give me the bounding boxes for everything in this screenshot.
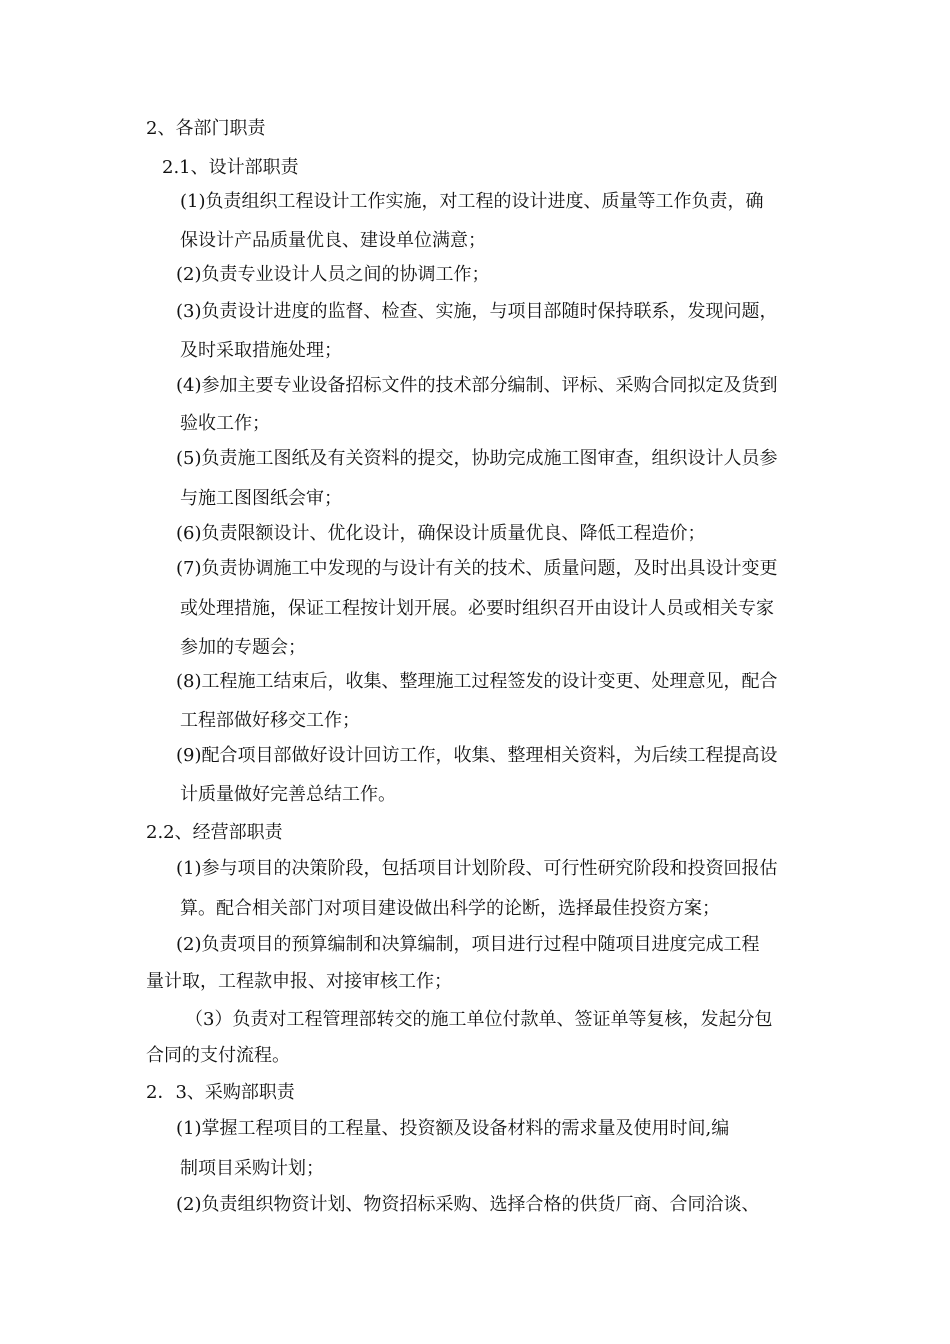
list-item-line: (2)负责组织物资计划、物资招标采购、选择合格的供货厂商、合同洽谈、 — [176, 1194, 760, 1215]
list-item-line: 工程部做好移交工作； — [180, 710, 360, 731]
section-heading: 2、各部门职责 — [146, 118, 266, 139]
list-item-line: (4)参加主要专业设备招标文件的技术部分编制、评标、采购合同拟定及货到 — [176, 375, 778, 396]
list-item-line: 及时采取措施处理； — [180, 340, 342, 361]
list-item-line: (2)负责项目的预算编制和决算编制，项目进行过程中随项目进度完成工程 — [176, 934, 760, 955]
list-item-line: (3)负责设计进度的监督、检查、实施，与项目部随时保持联系，发现问题， — [176, 301, 778, 322]
list-item-line: 制项目采购计划； — [180, 1158, 324, 1179]
list-item-line: (8)工程施工结束后，收集、整理施工过程签发的设计变更、处理意见，配合 — [176, 671, 778, 692]
list-item-line: 或处理措施，保证工程按计划开展。必要时组织召开由设计人员或相关专家 — [180, 598, 774, 619]
list-item-line: 验收工作； — [180, 413, 270, 434]
subsection-heading: 2.2、经营部职责 — [146, 822, 283, 843]
list-item-line: （3）负责对工程管理部转交的施工单位付款单、签证单等复核，发起分包 — [185, 1009, 773, 1030]
list-item-line: 与施工图图纸会审； — [180, 488, 342, 509]
list-item-line: (5)负责施工图纸及有关资料的提交，协助完成施工图审查，组织设计人员参 — [176, 448, 778, 469]
subsection-heading: 2.1、设计部职责 — [162, 157, 299, 178]
list-item-line: 合同的支付流程。 — [146, 1045, 290, 1066]
list-item-line: 量计取，工程款申报、对接审核工作； — [146, 971, 452, 992]
list-item-line: 保设计产品质量优良、建设单位满意； — [180, 230, 486, 251]
list-item-line: 算。配合相关部门对项目建设做出科学的论断，选择最佳投资方案； — [180, 898, 720, 919]
list-item-line: (1)掌握工程项目的工程量、投资额及设备材料的需求量及使用时间,编 — [176, 1118, 730, 1139]
subsection-heading: 2．3、采购部职责 — [146, 1082, 295, 1103]
list-item-line: (6)负责限额设计、优化设计，确保设计质量优良、降低工程造价； — [176, 523, 706, 544]
list-item-line: (9)配合项目部做好设计回访工作，收集、整理相关资料，为后续工程提高设 — [176, 745, 778, 766]
list-item-line: (2)负责专业设计人员之间的协调工作； — [176, 264, 490, 285]
list-item-line: 参加的专题会； — [180, 637, 306, 658]
list-item-line: (7)负责协调施工中发现的与设计有关的技术、质量问题，及时出具设计变更 — [176, 558, 778, 579]
list-item-line: (1)负责组织工程设计工作实施，对工程的设计进度、质量等工作负责，确 — [180, 191, 764, 212]
list-item-line: 计质量做好完善总结工作。 — [180, 784, 396, 805]
list-item-line: (1)参与项目的决策阶段，包括项目计划阶段、可行性研究阶段和投资回报估 — [176, 858, 778, 879]
